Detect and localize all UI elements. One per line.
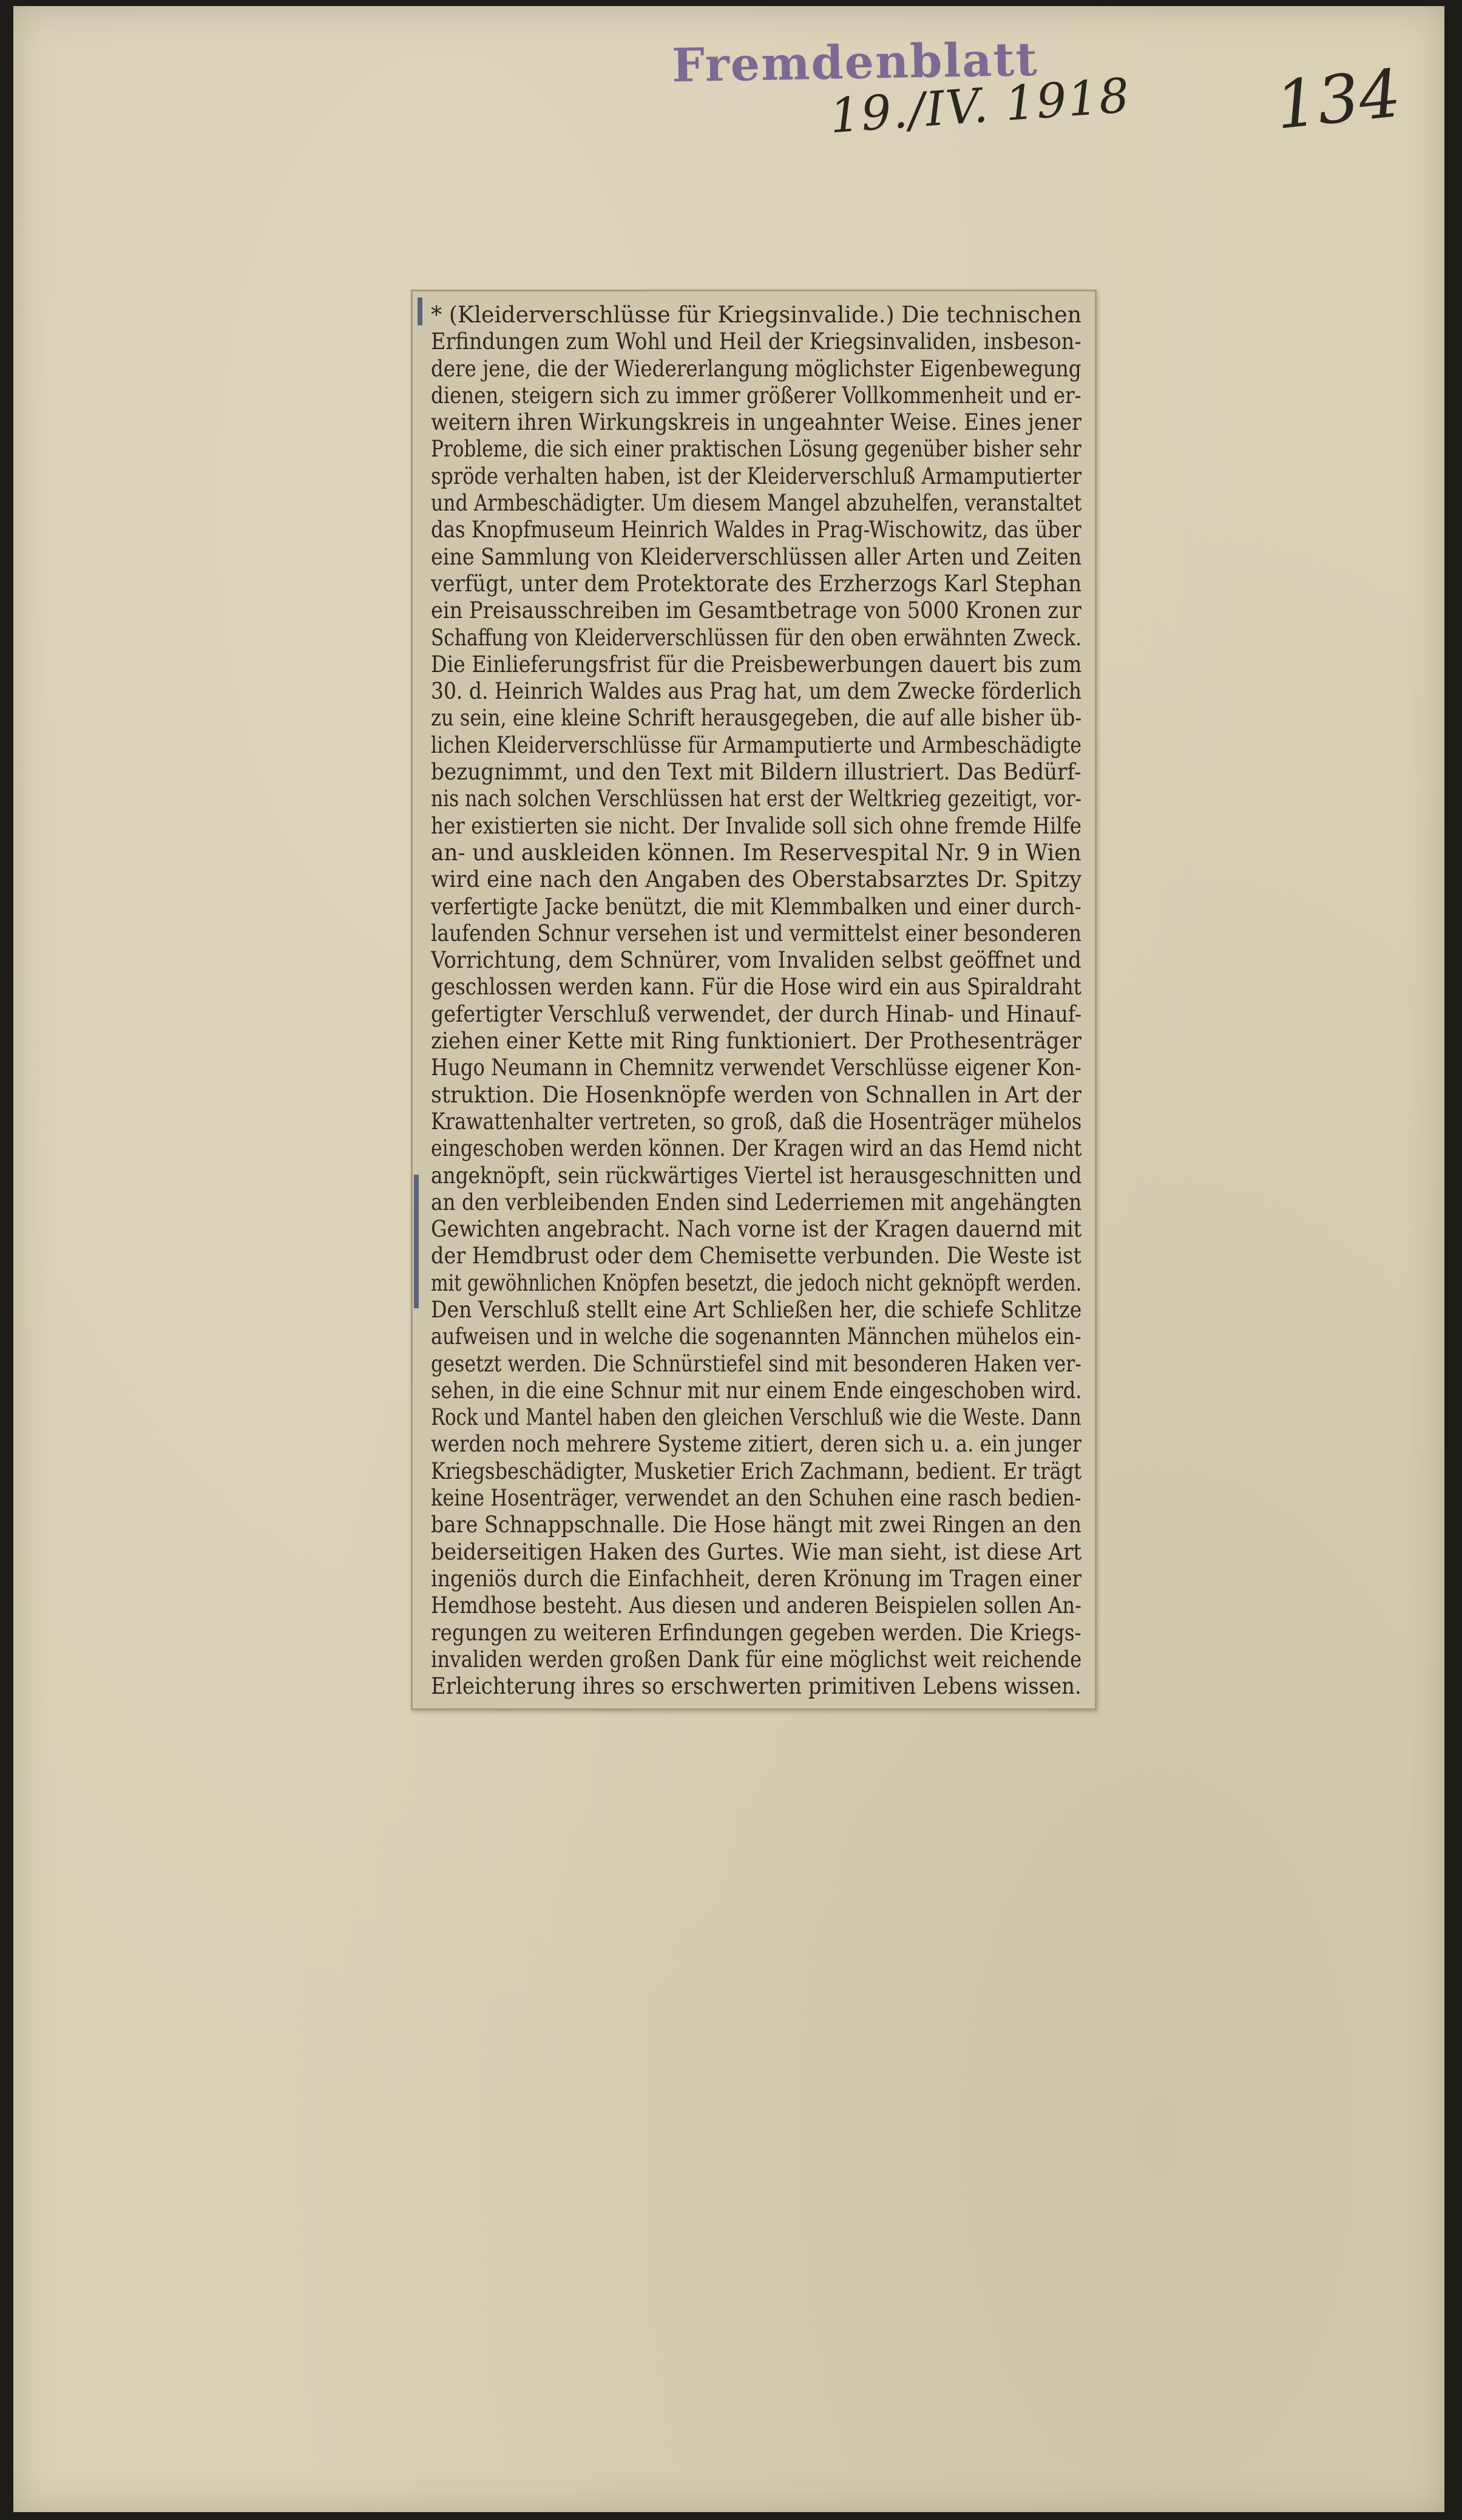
clipping-line: gefertigter Verschluß verwendet, der durch Hinab- und Hinauf-: [431, 1000, 1081, 1027]
clipping-line: der Hemdbrust oder dem Chemisette verbunden. Die Weste ist: [431, 1242, 1081, 1269]
clipping-line: angeknöpft, sein rückwärtiges Viertel ist herausgeschnitten und: [431, 1161, 1081, 1189]
archive-sheet: [13, 6, 1444, 2512]
clipping-line: regungen zu weiteren Erfindungen gegeben werden. Die Kriegs-: [431, 1618, 1081, 1646]
clipping-line: ziehen einer Kette mit Ring funktioniert. Der Prothesenträger: [431, 1027, 1081, 1055]
clipping-line: aufweisen und in welche die sogenannten Männchen mühelos ein-: [431, 1323, 1081, 1350]
ink-mark: [414, 1175, 419, 1308]
clipping-line: sehen, in die eine Schnur mit nur einem Ende eingeschoben wird.: [431, 1376, 1081, 1404]
clipping-line: nis nach solchen Verschlüssen hat erst der Weltkrieg gezeitigt, vor-: [431, 785, 1081, 812]
clipping-line: zu sein, eine kleine Schrift herausgegeben, die auf alle bisher üb-: [431, 704, 1081, 732]
clipping-article-text: [431, 301, 1081, 1699]
clipping-line: an den verbleibenden Enden sind Lederriemen mit angehängten: [431, 1188, 1081, 1215]
clipping-line: Vorrichtung, dem Schnürer, vom Invaliden selbst geöffnet und: [431, 946, 1081, 974]
clipping-line: invaliden werden großen Dank für eine möglichst weit reichende: [431, 1645, 1081, 1673]
clipping-line: weitern ihren Wirkungskreis in ungeahnter Weise. Eines jener: [431, 409, 1081, 436]
clipping-line: lichen Kleiderverschlüsse für Armamputierte und Armbeschädigte: [431, 731, 1081, 758]
clipping-headline-line: * (Kleiderverschlüsse für Kriegsinvalide.) Die technischen: [431, 301, 1081, 328]
clipping-line: an- und auskleiden können. Im Reservespital Nr. 9 in Wien: [431, 838, 1081, 866]
clipping-line: ein Preisausschreiben im Gesamtbetrage von 5000 Kronen zur: [431, 597, 1081, 624]
clipping-line: Erfindungen zum Wohl und Heil der Kriegsinvaliden, insbeson-: [431, 328, 1081, 355]
clipping-line: das Knopfmuseum Heinrich Waldes in Prag-Wischowitz, das über: [431, 516, 1081, 543]
clipping-line: Probleme, die sich einer praktischen Lösung gegenüber bisher sehr: [431, 435, 1081, 463]
clipping-line: Krawattenhalter vertreten, so groß, daß die Hosenträger mühelos: [431, 1107, 1081, 1135]
clipping-line: beiderseitigen Haken des Gurtes. Wie man sieht, ist diese Art: [431, 1538, 1081, 1565]
clipping-line: mit gewöhnlichen Knöpfen besetzt, die jedoch nicht geknöpft werden.: [431, 1269, 1081, 1296]
ink-mark: [418, 297, 422, 325]
clipping-line: Den Verschluß stellt eine Art Schließen her, die schiefe Schlitze: [431, 1296, 1081, 1323]
clipping-line: Schaffung von Kleiderverschlüssen für den oben erwähnten Zweck.: [431, 623, 1081, 651]
clipping-line: geschlossen werden kann. Für die Hose wird ein aus Spiraldraht: [431, 973, 1081, 1000]
clipping-line: Erleichterung ihres so erschwerten primitiven Lebens wissen.: [431, 1673, 1081, 1700]
clipping-line: Hemdhose besteht. Aus diesen und anderen Beispielen sollen An-: [431, 1592, 1081, 1619]
clipping-line: spröde verhalten haben, ist der Kleiderverschluß Armamputierter: [431, 462, 1081, 489]
clipping-line: verfertigte Jacke benützt, die mit Klemmbalken und einer durch-: [431, 892, 1081, 920]
newspaper-clipping: [411, 290, 1097, 1710]
clipping-line: 30. d. Heinrich Waldes aus Prag hat, um dem Zwecke förderlich: [431, 678, 1081, 705]
clipping-line: verfügt, unter dem Protektorate des Erzherzogs Karl Stephan: [431, 569, 1081, 597]
clipping-line: eine Sammlung von Kleiderverschlüssen aller Arten und Zeiten: [431, 543, 1081, 570]
clipping-line: wird eine nach den Angaben des Oberstabsarztes Dr. Spitzy: [431, 866, 1081, 893]
clipping-line: her existierten sie nicht. Der Invalide soll sich ohne fremde Hilfe: [431, 812, 1081, 839]
clipping-line: Gewichten angebracht. Nach vorne ist der Kragen dauernd mit: [431, 1215, 1081, 1243]
clipping-line: ingeniös durch die Einfachheit, deren Krönung im Tragen einer: [431, 1564, 1081, 1592]
clipping-line: Die Einlieferungsfrist für die Preisbewerbungen dauert bis zum: [431, 650, 1081, 678]
clipping-line: dere jene, die der Wiedererlangung möglichster Eigenbewegung: [431, 355, 1081, 382]
handwritten-date: 19./IV. 1918: [828, 68, 1132, 144]
clipping-line: laufenden Schnur versehen ist und vermittelst einer besonderen: [431, 919, 1081, 946]
clipping-line: struktion. Die Hosenknöpfe werden von Schnallen in Art der: [431, 1081, 1081, 1108]
clipping-line: dienen, steigern sich zu immer größerer Vollkommenheit und er-: [431, 381, 1081, 409]
clipping-line: werden noch mehrere Systeme zitiert, deren sich u. a. ein junger: [431, 1430, 1081, 1458]
clipping-line: gesetzt werden. Die Schnürstiefel sind mit besonderen Haken ver-: [431, 1350, 1081, 1377]
handwritten-page-number: 134: [1272, 55, 1405, 144]
clipping-line: eingeschoben werden können. Der Kragen wird an das Hemd nicht: [431, 1135, 1081, 1162]
clipping-line: und Armbeschädigter. Um diesem Mangel abzuhelfen, veranstaltet: [431, 489, 1081, 517]
newspaper-stamp: Fremdenblatt: [671, 32, 1039, 93]
clipping-line: bezugnimmt, und den Text mit Bildern illustriert. Das Bedürf-: [431, 758, 1081, 786]
clipping-line: Kriegsbeschädigter, Musketier Erich Zachmann, bedient. Er trägt: [431, 1457, 1081, 1484]
clipping-line: keine Hosenträger, verwendet an den Schuhen eine rasch bedien-: [431, 1484, 1081, 1512]
clipping-line: bare Schnappschnalle. Die Hose hängt mit zwei Ringen an den: [431, 1511, 1081, 1538]
clipping-line: Rock und Mantel haben den gleichen Verschluß wie die Weste. Dann: [431, 1404, 1081, 1431]
clipping-line: Hugo Neumann in Chemnitz verwendet Verschlüsse eigener Kon-: [431, 1054, 1081, 1081]
